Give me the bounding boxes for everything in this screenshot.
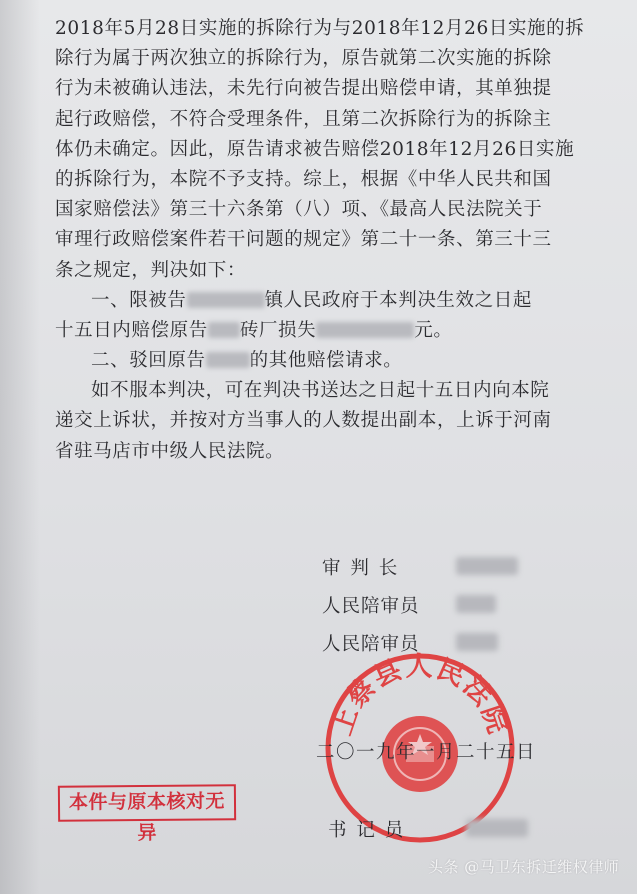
redacted-defendant xyxy=(187,292,265,308)
juror-label: 人民陪审员 xyxy=(322,596,420,617)
seal-text: 上蔡县人民法院 xyxy=(326,651,514,740)
verification-stamp: 本件与原本核对无异 xyxy=(58,784,236,822)
clerk-row xyxy=(328,816,405,842)
paragraph-line: 条之规定，判决如下： xyxy=(55,259,247,281)
redacted-judge-name xyxy=(456,557,518,575)
judgment-text: 元。 xyxy=(414,319,453,341)
paragraph-line: 体仍未确定。因此，原告请求被告赔偿2018年12月26日实施 xyxy=(55,138,575,160)
presiding-judge-row xyxy=(322,554,399,580)
paragraph-line: 行为未被确认违法，未先行向被告提出赔偿申请，其单独提 xyxy=(55,78,552,100)
redacted-amount xyxy=(316,322,414,338)
paragraph-line: 的拆除行为，本院不予支持。综上，根据《中华人民共和国 xyxy=(55,168,552,190)
judgment-date: 二〇一九年一月二十五日 xyxy=(316,742,537,763)
presiding-judge-label: 审 判 长 xyxy=(322,558,400,579)
judgment-item-1 xyxy=(55,286,615,316)
redacted-juror-name xyxy=(456,595,496,613)
judgment-text: 二、驳回原告 xyxy=(91,350,206,372)
appeal-line: 递交上诉状，并按对方当事人的人数提出副本，上诉于河南 xyxy=(55,410,552,432)
appeal-line: 省驻马店市中级人民法院。 xyxy=(55,440,285,462)
judgment-body xyxy=(55,14,615,467)
judgment-text: 的其他赔偿请求。 xyxy=(249,350,403,372)
judgment-item-2 xyxy=(55,346,615,376)
paragraph-line: 国家赔偿法》第三十六条第（八）项、《最高人民法院关于 xyxy=(55,199,543,221)
juror-row-1 xyxy=(322,592,420,618)
redacted-clerk-name xyxy=(466,819,528,837)
judgment-text: 镇人民政府于本判决生效之日起 xyxy=(264,289,532,311)
juror-label: 人民陪审员 xyxy=(322,634,420,655)
source-watermark: 头条 @马卫东拆迁维权律师 xyxy=(428,858,620,876)
clerk-label: 书 记 员 xyxy=(328,820,406,841)
redacted-juror-name xyxy=(456,633,498,651)
judgment-item-1-cont xyxy=(55,316,615,346)
redacted-plaintiff xyxy=(208,322,240,338)
judgment-text: 一、限被告 xyxy=(91,289,187,311)
appeal-line: 如不服本判决，可在判决书送达之日起十五日内向本院 xyxy=(91,380,550,402)
paragraph-line: 审理行政赔偿案件若干问题的规定》第二十一条、第三十三 xyxy=(55,229,552,251)
judgment-text: 砖厂损失 xyxy=(239,319,317,341)
redacted-plaintiff xyxy=(206,352,250,368)
paragraph-line: 除行为属于两次独立的拆除行为，原告就第二次实施的拆除 xyxy=(55,48,552,70)
paragraph-line: 2018年5月28日实施的拆除行为与2018年12月26日实施的拆 xyxy=(55,18,585,39)
paragraph-line: 起行政赔偿，不符合受理条件，且第二次拆除行为的拆除主 xyxy=(55,108,552,130)
page-shadow xyxy=(0,0,40,894)
judgment-text: 十五日内赔偿原告 xyxy=(55,319,208,341)
